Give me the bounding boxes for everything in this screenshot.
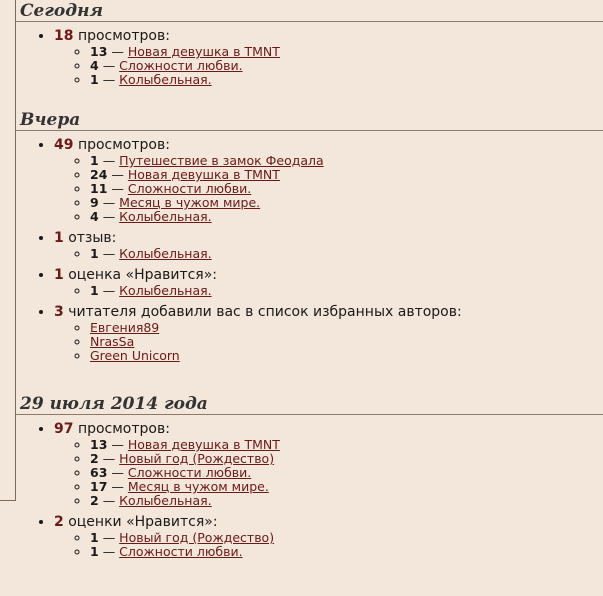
separator: — [111,437,124,452]
section-heading: 29 июля 2014 года [16,393,603,415]
item-list [54,45,603,87]
separator: — [102,544,116,559]
story-link[interactable]: Новый год (Рождество) [119,530,275,545]
item-count: 1 [90,153,99,168]
story-link[interactable]: Новая девушка в TMNT [127,167,280,182]
story-link[interactable]: Месяц в чужом мире. [127,479,269,494]
favorites-group [54,304,603,363]
reader-link[interactable]: Евгения89 [90,320,160,335]
group-count: 1 [54,230,64,246]
story-link[interactable]: Путешествие в замок Феодала [119,153,324,168]
group-count: 1 [54,267,64,283]
list-item [90,73,603,87]
item-count: 1 [90,283,99,298]
separator: — [111,479,124,494]
activity-feed [16,0,603,565]
group-count: 3 [54,304,64,320]
story-link[interactable]: Сложности любви. [127,181,252,196]
separator: — [102,153,116,168]
story-link[interactable]: Месяц в чужом мире. [119,195,261,210]
separator: — [102,195,116,210]
group-list [16,28,603,87]
reviews-group [54,230,603,261]
story-link[interactable]: Сложности любви. [127,465,252,480]
views-group [54,28,603,87]
group-label: оценка «Нравится»: [68,267,218,283]
story-link[interactable]: Сложности любви. [119,544,243,559]
list-item [90,182,603,196]
group-label: отзыв: [68,230,117,246]
item-count: 2 [90,451,99,466]
section-heading: Вчера [16,109,603,131]
list-item [90,168,603,182]
separator: — [102,493,116,508]
story-link[interactable]: Новая девушка в TMNT [127,44,280,59]
item-count: 2 [90,493,99,508]
separator: — [102,530,116,545]
separator: — [102,58,116,73]
separator: — [102,72,116,87]
list-item [90,321,603,335]
list-item [90,438,603,452]
reader-list [54,321,603,363]
section-heading: Сегодня [16,0,603,22]
story-link[interactable]: Сложности любви. [119,58,243,73]
reader-link[interactable]: Green Unicorn [90,348,180,363]
item-count: 4 [90,209,99,224]
likes-group [54,267,603,298]
item-list [54,531,603,559]
story-link[interactable]: Колыбельная. [119,72,212,87]
group-label: читателя добавили вас в список избранных авторов: [68,304,462,320]
item-count: 24 [90,167,108,182]
group-label: оценки «Нравится»: [68,514,218,530]
item-count: 13 [90,44,108,59]
border-tick [0,500,16,501]
item-count: 4 [90,58,99,73]
list-item [90,284,603,298]
list-item [90,545,603,559]
story-link[interactable]: Колыбельная. [119,283,212,298]
list-item [90,210,603,224]
list-item [90,349,603,363]
item-count: 1 [90,530,99,545]
group-count: 2 [54,514,64,530]
story-link[interactable]: Новый год (Рождество) [119,451,275,466]
story-link[interactable]: Колыбельная. [119,209,212,224]
item-list [54,438,603,508]
separator: — [102,283,116,298]
separator: — [111,181,124,196]
group-list [16,421,603,559]
list-item [90,59,603,73]
group-list [16,137,603,363]
group-label: просмотров: [77,28,170,44]
group-count: 49 [54,137,74,153]
views-group [54,137,603,224]
group-count: 18 [54,28,74,44]
item-count: 17 [90,479,108,494]
list-item [90,480,603,494]
section-today [16,0,603,87]
group-label: просмотров: [77,137,170,153]
list-item [90,466,603,480]
separator: — [102,209,116,224]
item-list [54,154,603,224]
story-link[interactable]: Колыбельная. [119,246,212,261]
separator: — [111,167,124,182]
item-count: 1 [90,246,99,261]
likes-group [54,514,603,559]
separator: — [102,451,116,466]
story-link[interactable]: Новая девушка в TMNT [127,437,280,452]
list-item [90,196,603,210]
item-count: 63 [90,465,108,480]
group-count: 97 [54,421,74,437]
section-yesterday [16,109,603,363]
item-count: 1 [90,72,99,87]
section-date [16,393,603,559]
reader-link[interactable]: NrasSa [90,334,135,349]
item-list [54,284,603,298]
list-item [90,154,603,168]
item-count: 9 [90,195,99,210]
list-item [90,452,603,466]
separator: — [111,44,124,59]
list-item [90,531,603,545]
item-count: 13 [90,437,108,452]
item-count: 1 [90,544,99,559]
list-item [90,335,603,349]
list-item [90,247,603,261]
item-count: 11 [90,181,108,196]
list-item [90,45,603,59]
separator: — [102,246,116,261]
group-label: просмотров: [77,421,170,437]
story-link[interactable]: Колыбельная. [119,493,212,508]
views-group [54,421,603,508]
item-list [54,247,603,261]
list-item [90,494,603,508]
separator: — [111,465,124,480]
